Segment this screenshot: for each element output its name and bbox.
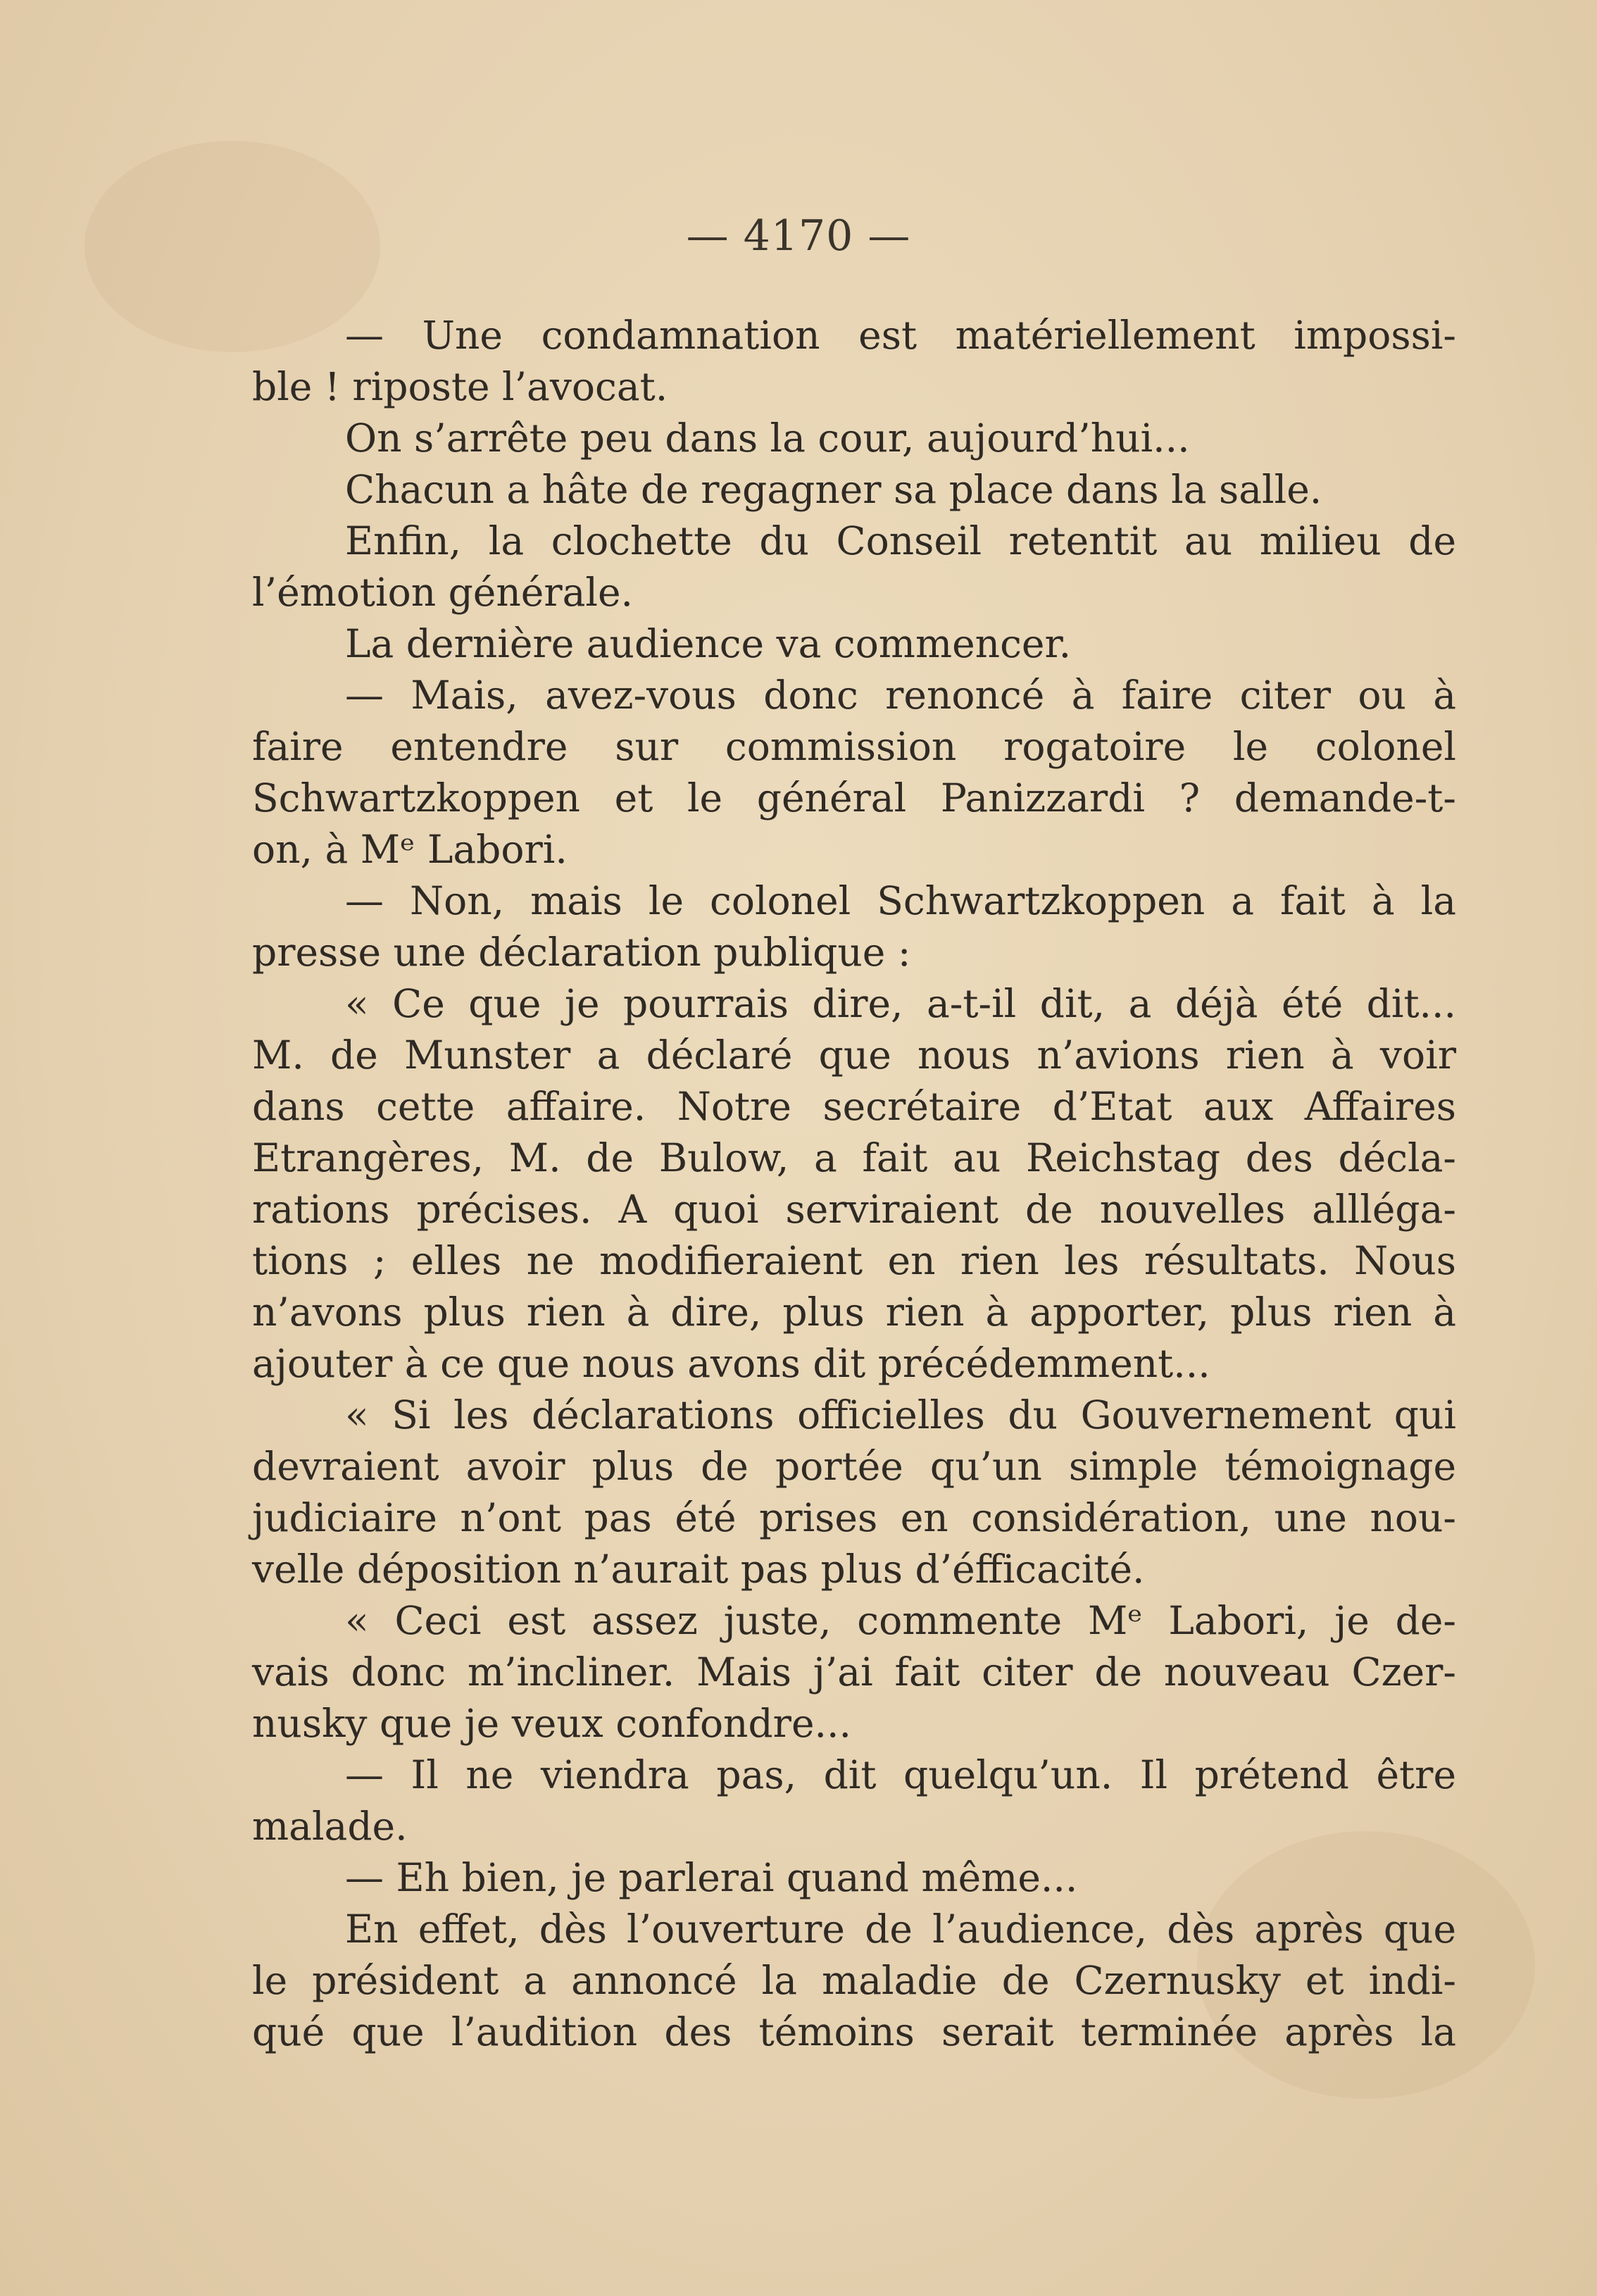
text-line: faire entendre sur commission rogatoire le colonel <box>252 724 1456 769</box>
text-line: ajouter à ce que nous avons dit précédemment... <box>252 1341 1210 1386</box>
text-line: Chacun a hâte de regagner sa place dans la salle. <box>345 467 1322 512</box>
text-line: nusky que je veux confondre... <box>252 1701 851 1746</box>
text-line: — Une condamnation est matériellement impossi- <box>345 313 1456 358</box>
text-line: — Il ne viendra pas, dit quelqu’un. Il prétend être <box>345 1752 1456 1797</box>
text-line: — Mais, avez-vous donc renoncé à faire citer ou à <box>345 673 1456 718</box>
body-text <box>252 310 1456 2058</box>
text-line: En effet, dès l’ouverture de l’audience, dès après que <box>345 1907 1456 1952</box>
text-line: malade. <box>252 1804 408 1849</box>
text-line: « Si les déclarations officielles du Gouvernement qui <box>345 1392 1456 1437</box>
text-line: Etrangères, M. de Bulow, a fait au Reichstag des décla- <box>252 1135 1456 1180</box>
text-line: n’avons plus rien à dire, plus rien à apporter, plus rien à <box>252 1290 1456 1335</box>
text-line: M. de Munster a déclaré que nous n’avions rien à voir <box>252 1032 1456 1078</box>
text-line: on, à Mᵉ Labori. <box>252 827 568 872</box>
text-line: le président a annoncé la maladie de Czernusky et indi- <box>252 1958 1456 2003</box>
text-line: rations précises. A quoi serviraient de nouvelles allléga- <box>252 1187 1456 1232</box>
text-line: — Non, mais le colonel Schwartzkoppen a fait à la <box>345 878 1456 923</box>
text-line: La dernière audience va commencer. <box>345 621 1072 666</box>
text-line: ble ! riposte l’avocat. <box>252 364 668 409</box>
text-line: tions ; elles ne modifieraient en rien les résultats. Nous <box>252 1238 1456 1283</box>
text-line: « Ce que je pourrais dire, a-t-il dit, a déjà été dit... <box>345 981 1456 1026</box>
text-line: l’émotion générale. <box>252 570 634 615</box>
text-line: vais donc m’incliner. Mais j’ai fait citer de nouveau Czer- <box>252 1649 1456 1695</box>
text-line: devraient avoir plus de portée qu’un simple témoignage <box>252 1444 1456 1489</box>
text-line: Enfin, la clochette du Conseil retentit au milieu de <box>345 518 1456 563</box>
page-number: — 4170 — <box>686 211 911 261</box>
text-line: On s’arrête peu dans la cour, aujourd’hui... <box>345 416 1190 461</box>
text-line: « Ceci est assez juste, commente Mᵉ Labori, je de- <box>345 1598 1456 1643</box>
text-line: — Eh bien, je parlerai quand même... <box>345 1855 1078 1900</box>
text-line: judiciaire n’ont pas été prises en considération, une nou- <box>252 1495 1456 1540</box>
text-line: dans cette affaire. Notre secrétaire d’Etat aux Affaires <box>252 1084 1456 1129</box>
text-line: qué que l’audition des témoins serait terminée après la <box>252 2009 1456 2054</box>
text-line: Schwartzkoppen et le général Panizzardi ? demande-t- <box>252 775 1456 821</box>
text-line: presse une déclaration publique : <box>252 930 911 975</box>
text-line: velle déposition n’aurait pas plus d’éfficacité. <box>252 1547 1145 1592</box>
